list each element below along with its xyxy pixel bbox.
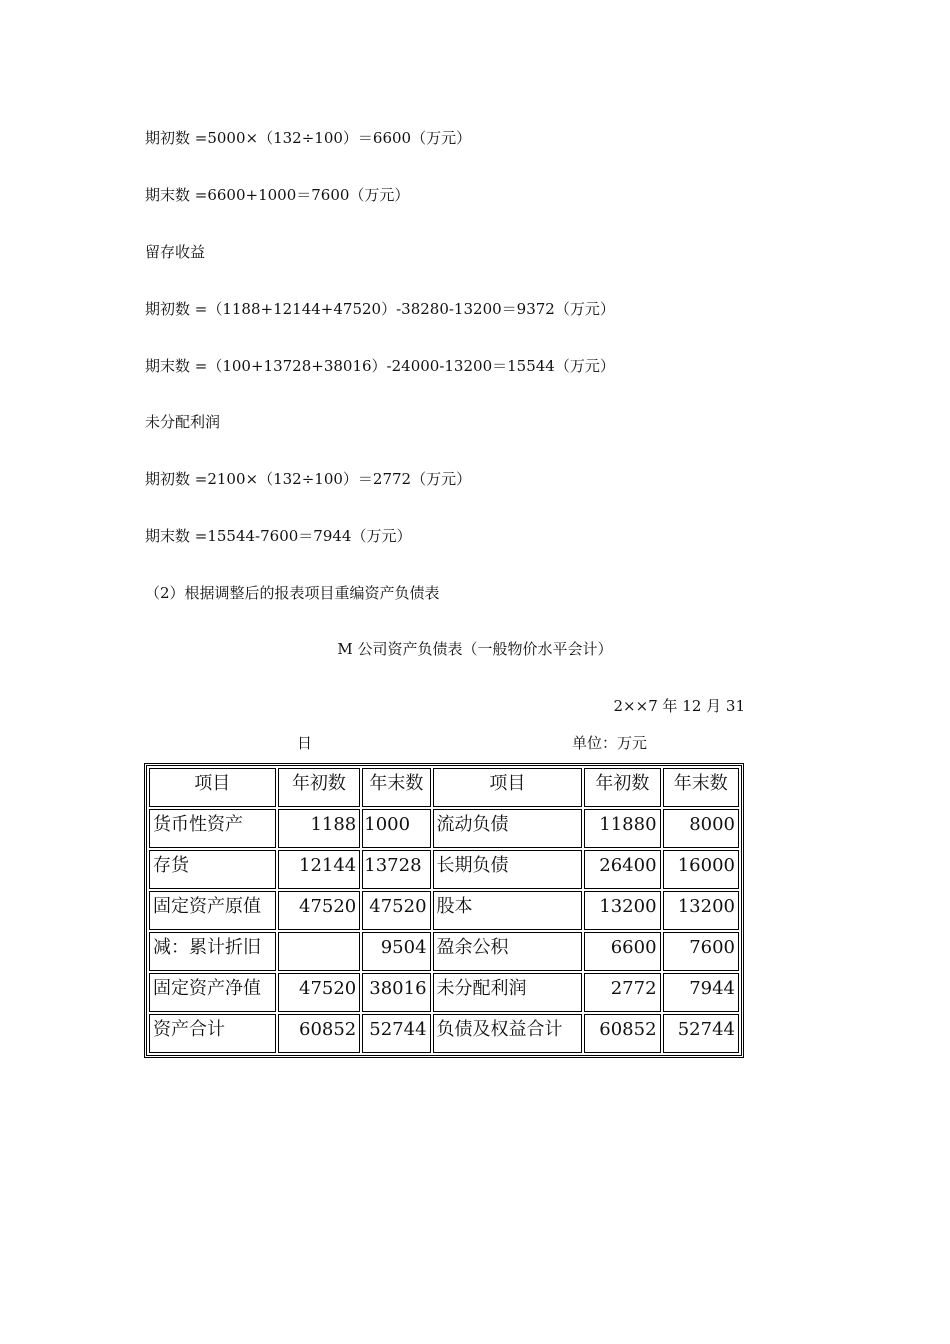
table-cell: 13200 (663, 891, 739, 930)
table-cell: 52744 (362, 1014, 430, 1053)
table-cell: 9504 (362, 932, 430, 971)
text-line: 期初数 =（1188+12144+47520）-38280-13200＝9372（万元） (145, 300, 615, 318)
table-cell: 11880 (584, 809, 660, 848)
table-row (149, 850, 739, 889)
table-cell: 38016 (362, 973, 430, 1012)
header-cell: 项目 (149, 768, 276, 807)
header-cell: 年初数 (584, 768, 660, 807)
table-cell: 8000 (663, 809, 739, 848)
table-cell: 13200 (584, 891, 660, 930)
text-line: 期末数 =（100+13728+38016）-24000-13200＝15544（万元） (145, 357, 615, 375)
table-cell: 12144 (278, 850, 361, 889)
table-cell: 52744 (663, 1014, 739, 1053)
table-cell: 2772 (584, 973, 660, 1012)
table-cell: 固定资产原值 (149, 891, 276, 930)
table-row (149, 932, 739, 971)
text-line: 期末数 =15544-7600＝7944（万元） (145, 527, 412, 545)
unit-label: 单位：万元 (572, 734, 648, 752)
table-cell: 股本 (433, 891, 583, 930)
table-cell: 1188 (278, 809, 361, 848)
section-heading: 留存收益 (145, 243, 206, 261)
header-cell: 项目 (433, 768, 583, 807)
table-cell: 负债及权益合计 (433, 1014, 583, 1053)
table-row (149, 973, 739, 1012)
table-cell: 47520 (278, 973, 361, 1012)
table-cell: 16000 (663, 850, 739, 889)
text-line: 期初数 =5000×（132÷100）＝6600（万元） (145, 129, 472, 147)
text-line: 期末数 =6600+1000＝7600（万元） (145, 186, 410, 204)
header-cell: 年初数 (278, 768, 361, 807)
table-title: M 公司资产负债表（一般物价水平会计） (337, 640, 613, 658)
header-cell: 年末数 (362, 768, 430, 807)
table-cell: 货币性资产 (149, 809, 276, 848)
table-cell: 47520 (362, 891, 430, 930)
table-cell: 60852 (584, 1014, 660, 1053)
table-row (149, 891, 739, 930)
table-cell: 固定资产净值 (149, 973, 276, 1012)
table-cell: 资产合计 (149, 1014, 276, 1053)
table-cell: 流动负债 (433, 809, 583, 848)
table-cell: 7944 (663, 973, 739, 1012)
text-line: 期初数 =2100×（132÷100）＝2772（万元） (145, 470, 472, 488)
table-cell: 26400 (584, 850, 660, 889)
table-header-row (149, 768, 739, 807)
table-cell: 长期负债 (433, 850, 583, 889)
table-cell: 减：累计折旧 (149, 932, 276, 971)
table-cell: 7600 (663, 932, 739, 971)
table-cell: 未分配利润 (433, 973, 583, 1012)
table-cell (278, 932, 361, 971)
table-cell: 盈余公积 (433, 932, 583, 971)
table-row (149, 809, 739, 848)
table-cell: 存货 (149, 850, 276, 889)
text-line: （2）根据调整后的报表项目重编资产负债表 (145, 584, 440, 602)
table-cell: 6600 (584, 932, 660, 971)
date-day: 日 (297, 734, 313, 752)
table-cell: 47520 (278, 891, 361, 930)
balance-sheet-table (144, 763, 744, 1058)
table-cell: 1000 (362, 809, 430, 848)
table-row (149, 1014, 739, 1053)
table-cell: 13728 (362, 850, 430, 889)
header-cell: 年末数 (663, 768, 739, 807)
date-line: 2××7 年 12 月 31 (613, 697, 745, 715)
section-heading: 未分配利润 (145, 413, 221, 431)
table-cell: 60852 (278, 1014, 361, 1053)
